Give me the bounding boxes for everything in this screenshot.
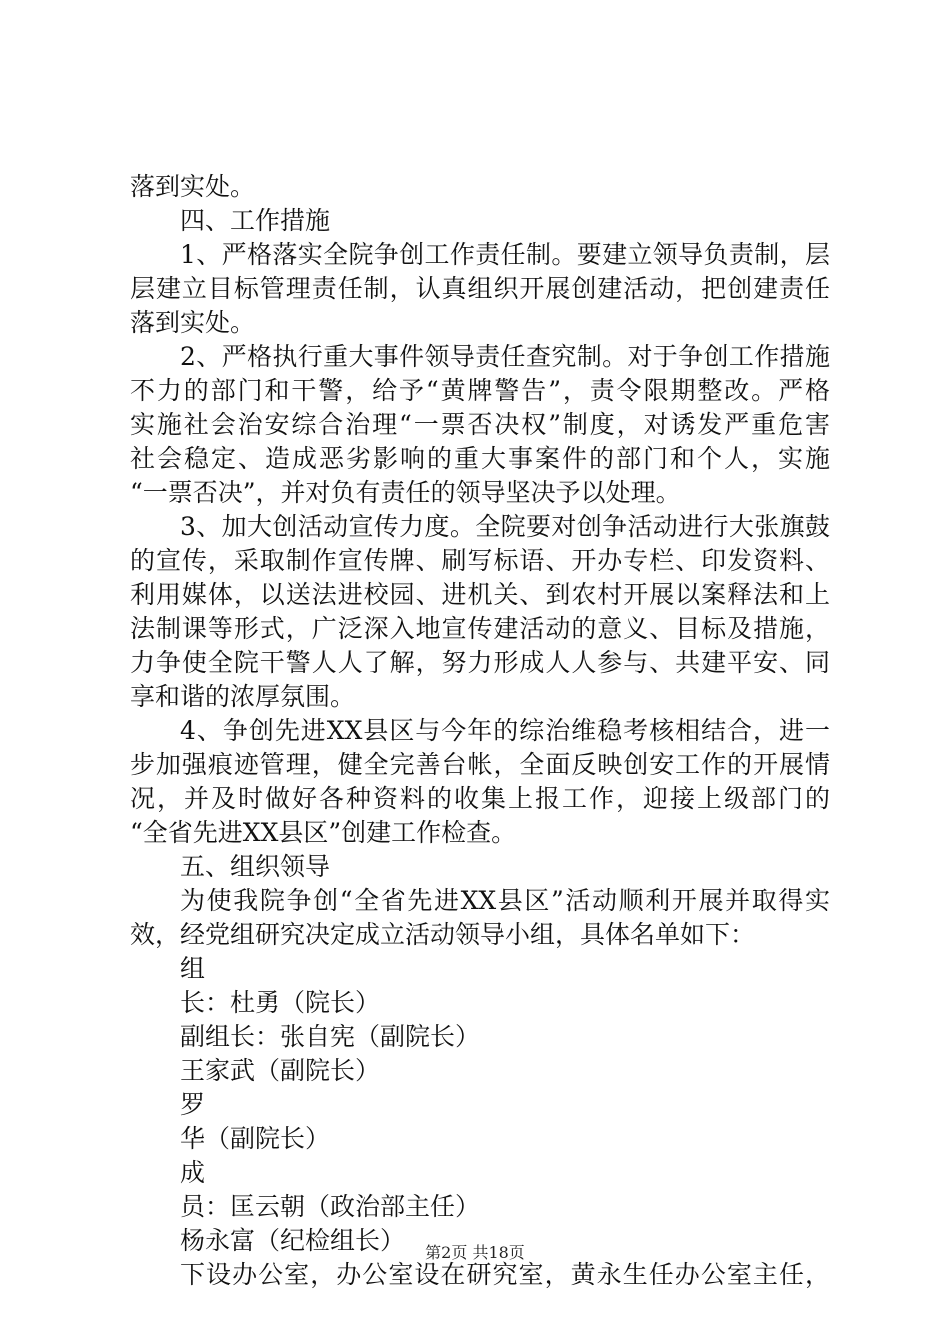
text-line: 2、严格执行重大事件领导责任查究制。对于争创工作措施 [180, 342, 830, 371]
text-line: 杨永富（纪检组长） [180, 1226, 406, 1255]
text-line: 力争使全院干警人人了解，努力形成人人参与、共建平安、同 [130, 648, 830, 677]
text-line: 下设办公室，办公室设在研究室，黄永生任办公室主任， [180, 1260, 830, 1289]
text-line: 效，经党组研究决定成立活动领导小组，具体名单如下： [130, 920, 756, 949]
text-line: 享和谐的浓厚氛围。 [130, 682, 356, 711]
text-line: 3、加大创活动宣传力度。全院要对创争活动进行大张旗鼓 [180, 512, 830, 541]
text-line: “全省先进XX县区”创建工作检查。 [130, 818, 517, 847]
page-footer: 第2页 共18页 [425, 1243, 525, 1262]
text-line: 利用媒体，以送法进校园、进机关、到农村开展以案释法和上 [130, 580, 830, 609]
text-line: 落到实处。 [130, 172, 256, 201]
text-line: 步加强痕迹管理，健全完善台帐，全面反映创安工作的开展情 [130, 750, 830, 779]
text-line: 实施社会治安综合治理“一票否决权”制度，对诱发严重危害 [130, 410, 830, 439]
text-line: 法制课等形式，广泛深入地宣传建活动的意义、目标及措施， [130, 614, 830, 643]
text-line: 员：匡云朝（政治部主任） [180, 1192, 481, 1221]
text-line: 层建立目标管理责任制，认真组织开展创建活动，把创建责任 [130, 274, 830, 303]
text-line: 王家武（副院长） [180, 1056, 381, 1085]
text-line: 长：杜勇（院长） [180, 988, 381, 1017]
document-body [130, 170, 830, 1292]
text-line: 罗 [180, 1090, 206, 1119]
text-line: 为使我院争创“全省先进XX县区”活动顺利开展并取得实 [180, 886, 830, 915]
text-line: “一票否决”，并对负有责任的领导坚决予以处理。 [130, 478, 681, 507]
text-line: 的宣传，采取制作宣传牌、刷写标语、开办专栏、印发资料、 [130, 546, 830, 575]
text-line: 4、争创先进XX县区与今年的综治维稳考核相结合，进一 [180, 716, 830, 745]
text-line: 不力的部门和干警，给予“黄牌警告”，责令限期整改。严格 [130, 376, 830, 405]
text-line: 社会稳定、造成恶劣影响的重大事案件的部门和个人，实施 [130, 444, 830, 473]
text-line: 组 [180, 954, 206, 983]
text-line: 1、严格落实全院争创工作责任制。要建立领导负责制，层 [180, 240, 830, 269]
text-line: 华（副院长） [180, 1124, 331, 1153]
text-line: 副组长：张自宪（副院长） [180, 1022, 481, 1051]
text-line: 四、工作措施 [180, 206, 331, 235]
text-line: 况，并及时做好各种资料的收集上报工作，迎接上级部门的 [130, 784, 830, 813]
text-line: 成 [180, 1158, 206, 1187]
text-line: 五、组织领导 [180, 852, 331, 881]
text-line: 落到实处。 [130, 308, 256, 337]
